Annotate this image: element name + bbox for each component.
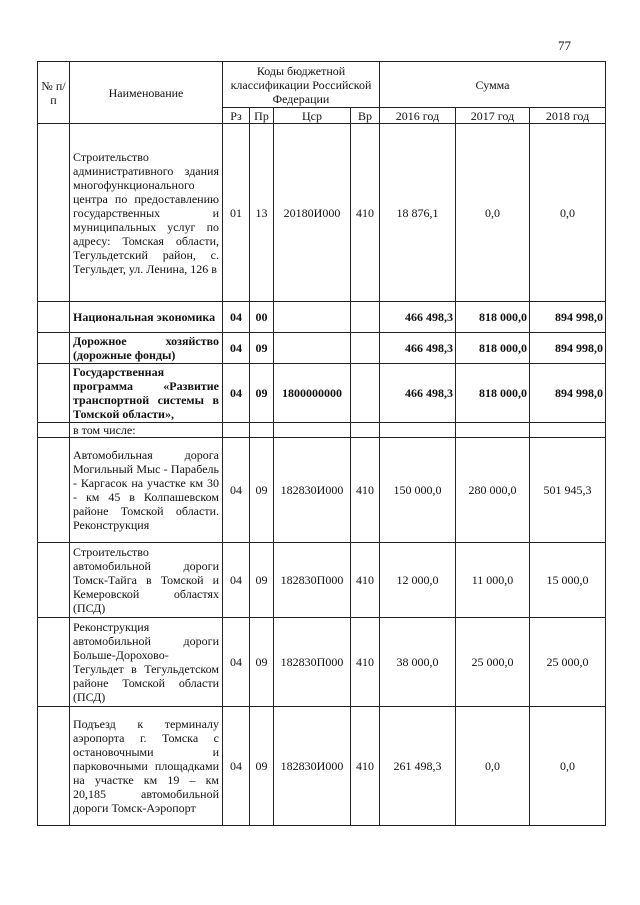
header-vr: Вр: [351, 108, 380, 124]
row-vr: [351, 302, 380, 333]
row-csr: [274, 302, 351, 333]
row-pr: 09: [250, 438, 274, 543]
page-number: 77: [558, 38, 571, 53]
row-num: [38, 438, 70, 543]
row-sum-2018: [530, 423, 606, 438]
row-rz: 04: [223, 333, 250, 364]
row-vr: [351, 333, 380, 364]
row-pr: 09: [250, 618, 274, 707]
row-name: Реконструкция автомобильной дороги Больше-Дорохово-Тегульдет в Тегульдетском районе Томской области (ПСД): [70, 618, 223, 707]
row-name: Дорожное хозяйство (дорожные фонды): [70, 333, 223, 364]
row-vr: 410: [351, 438, 380, 543]
header-name: Наименование: [70, 62, 223, 124]
table-row: [38, 438, 606, 543]
row-sum-2016: 18 876,1: [380, 124, 456, 302]
row-rz: [223, 423, 250, 438]
row-sum-2018: 15 000,0: [530, 543, 606, 618]
row-rz: 04: [223, 543, 250, 618]
row-pr: 09: [250, 364, 274, 423]
row-name: Национальная экономика: [70, 302, 223, 333]
row-sum-2017: [456, 423, 530, 438]
row-sum-2018: 0,0: [530, 707, 606, 826]
row-sum-2018: 501 945,3: [530, 438, 606, 543]
table-row: [38, 302, 606, 333]
row-rz: 04: [223, 707, 250, 826]
row-pr: 09: [250, 707, 274, 826]
row-sum-2017: 818 000,0: [456, 302, 530, 333]
header-num: № п/п: [38, 62, 70, 124]
budget-table: [37, 61, 606, 826]
row-sum-2017: 818 000,0: [456, 364, 530, 423]
row-sum-2016: 12 000,0: [380, 543, 456, 618]
table-row: [38, 364, 606, 423]
row-num: [38, 423, 70, 438]
header-csr: Цср: [274, 108, 351, 124]
row-pr: 00: [250, 302, 274, 333]
row-sum-2016: 261 498,3: [380, 707, 456, 826]
row-num: [38, 124, 70, 302]
row-num: [38, 543, 70, 618]
row-sum-2017: 11 000,0: [456, 543, 530, 618]
row-csr: 182830И000: [274, 707, 351, 826]
row-sum-2016: 466 498,3: [380, 302, 456, 333]
row-num: [38, 618, 70, 707]
table-row: [38, 423, 606, 438]
row-vr: [351, 364, 380, 423]
header-2016: 2016 год: [380, 108, 456, 124]
row-num: [38, 333, 70, 364]
row-pr: 13: [250, 124, 274, 302]
row-vr: 410: [351, 543, 380, 618]
row-rz: 04: [223, 438, 250, 543]
header-2018: 2018 год: [530, 108, 606, 124]
row-rz: 04: [223, 618, 250, 707]
row-rz: 04: [223, 302, 250, 333]
row-sum-2017: 0,0: [456, 124, 530, 302]
row-vr: 410: [351, 124, 380, 302]
row-csr: 182830И000: [274, 438, 351, 543]
row-sum-2017: 280 000,0: [456, 438, 530, 543]
row-sum-2016: 150 000,0: [380, 438, 456, 543]
row-sum-2018: 25 000,0: [530, 618, 606, 707]
row-rz: 01: [223, 124, 250, 302]
row-name: в том числе:: [70, 423, 223, 438]
row-vr: [351, 423, 380, 438]
row-name: Государственная программа «Развитие транспортной системы в Томской области»,: [70, 364, 223, 423]
table-row: [38, 124, 606, 302]
row-sum-2017: 0,0: [456, 707, 530, 826]
table-row: [38, 543, 606, 618]
header-sum-group: Сумма: [380, 62, 606, 108]
row-name: Автомобильная дорога Могильный Мыс - Парабель - Каргасок на участке км 30 - км 45 в Колпашевском районе Томской области. Реконструкция: [70, 438, 223, 543]
row-num: [38, 364, 70, 423]
table-row: [38, 618, 606, 707]
row-rz: 04: [223, 364, 250, 423]
row-sum-2018: 894 998,0: [530, 302, 606, 333]
row-pr: 09: [250, 543, 274, 618]
header-pr: Пр: [250, 108, 274, 124]
row-sum-2016: 466 498,3: [380, 364, 456, 423]
row-name: Строительство административного здания многофункционального центра по предоставлению государственных и муниципальных услуг по адресу: Томская области, Тегульдетский район, с. Тегульдет, ул. Ленина, 126 в: [70, 124, 223, 302]
row-sum-2018: 894 998,0: [530, 364, 606, 423]
header-rz: Рз: [223, 108, 250, 124]
row-num: [38, 707, 70, 826]
row-num: [38, 302, 70, 333]
row-sum-2018: 894 998,0: [530, 333, 606, 364]
header-codes-group: Коды бюджетной классификации Российской Федерации: [223, 62, 380, 108]
row-sum-2016: 466 498,3: [380, 333, 456, 364]
row-sum-2016: 38 000,0: [380, 618, 456, 707]
row-csr: 20180И000: [274, 124, 351, 302]
row-sum-2016: [380, 423, 456, 438]
row-sum-2017: 25 000,0: [456, 618, 530, 707]
row-csr: 182830П000: [274, 543, 351, 618]
row-sum-2018: 0,0: [530, 124, 606, 302]
header-2017: 2017 год: [456, 108, 530, 124]
table-row: [38, 707, 606, 826]
table-row: [38, 333, 606, 364]
row-name: Строительство автомобильной дороги Томск-Тайга в Томской и Кемеровской областях (ПСД): [70, 543, 223, 618]
row-pr: 09: [250, 333, 274, 364]
row-sum-2017: 818 000,0: [456, 333, 530, 364]
row-csr: [274, 423, 351, 438]
row-vr: 410: [351, 707, 380, 826]
row-csr: 182830П000: [274, 618, 351, 707]
row-name: Подъезд к терминалу аэропорта г. Томска с остановочными и парковочными площадками на участке км 19 – км 20,185 автомобильной дороги Томск-Аэропорт: [70, 707, 223, 826]
row-csr: [274, 333, 351, 364]
row-vr: 410: [351, 618, 380, 707]
row-pr: [250, 423, 274, 438]
row-csr: 1800000000: [274, 364, 351, 423]
